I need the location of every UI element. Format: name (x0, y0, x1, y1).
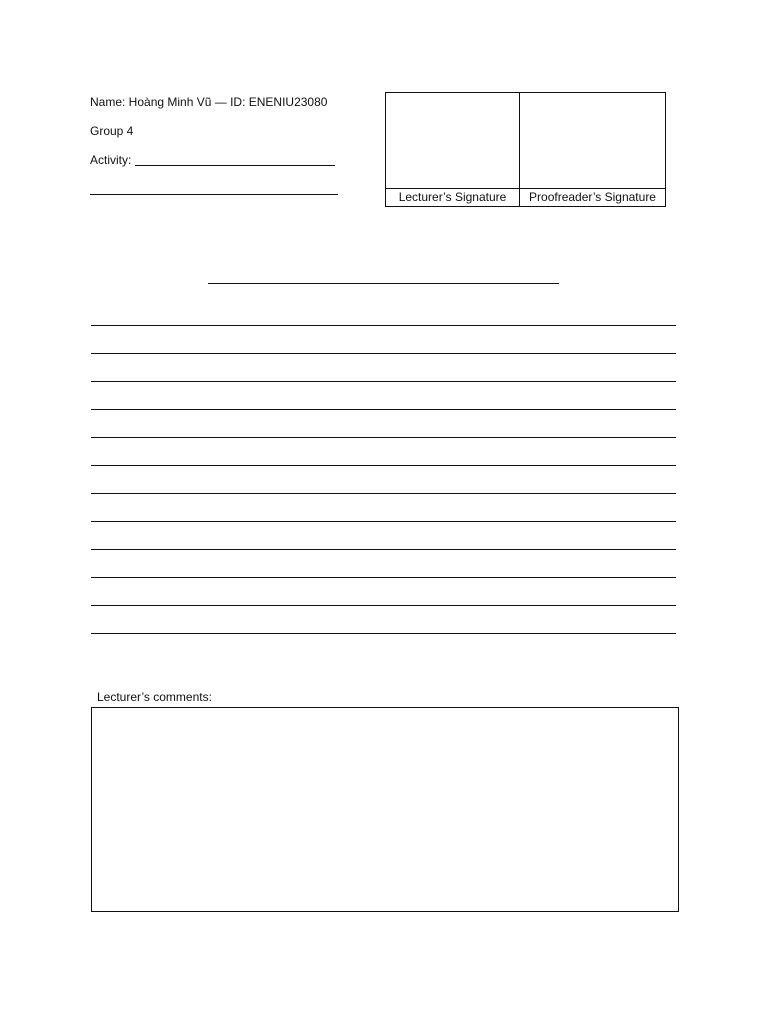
writing-line[interactable] (91, 493, 676, 494)
lecturer-signature-cell[interactable] (386, 93, 520, 206)
group-line: Group 4 (90, 124, 134, 138)
title-blank[interactable] (208, 283, 559, 284)
name-id-line: Name: Hoàng Minh Vũ — ID: ENENIU23080 (90, 95, 328, 109)
activity-label: Activity: (90, 153, 132, 167)
writing-line[interactable] (91, 549, 676, 550)
proofreader-signature-cell[interactable] (520, 93, 665, 206)
comments-label: Lecturer’s comments: (97, 690, 212, 704)
signature-table (385, 92, 666, 207)
writing-line[interactable] (91, 353, 676, 354)
writing-line[interactable] (91, 521, 676, 522)
writing-line[interactable] (91, 325, 676, 326)
writing-line[interactable] (91, 633, 676, 634)
writing-line[interactable] (91, 577, 676, 578)
lecturer-signature-label: Lecturer’s Signature (386, 188, 519, 206)
writing-line[interactable] (91, 381, 676, 382)
proofreader-signature-label: Proofreader’s Signature (520, 188, 665, 206)
activity-blank[interactable] (135, 165, 335, 166)
writing-line[interactable] (91, 465, 676, 466)
writing-line[interactable] (91, 409, 676, 410)
activity-blank-continued[interactable] (90, 194, 338, 195)
writing-line[interactable] (91, 605, 676, 606)
comments-box[interactable] (91, 707, 679, 912)
writing-line[interactable] (91, 437, 676, 438)
